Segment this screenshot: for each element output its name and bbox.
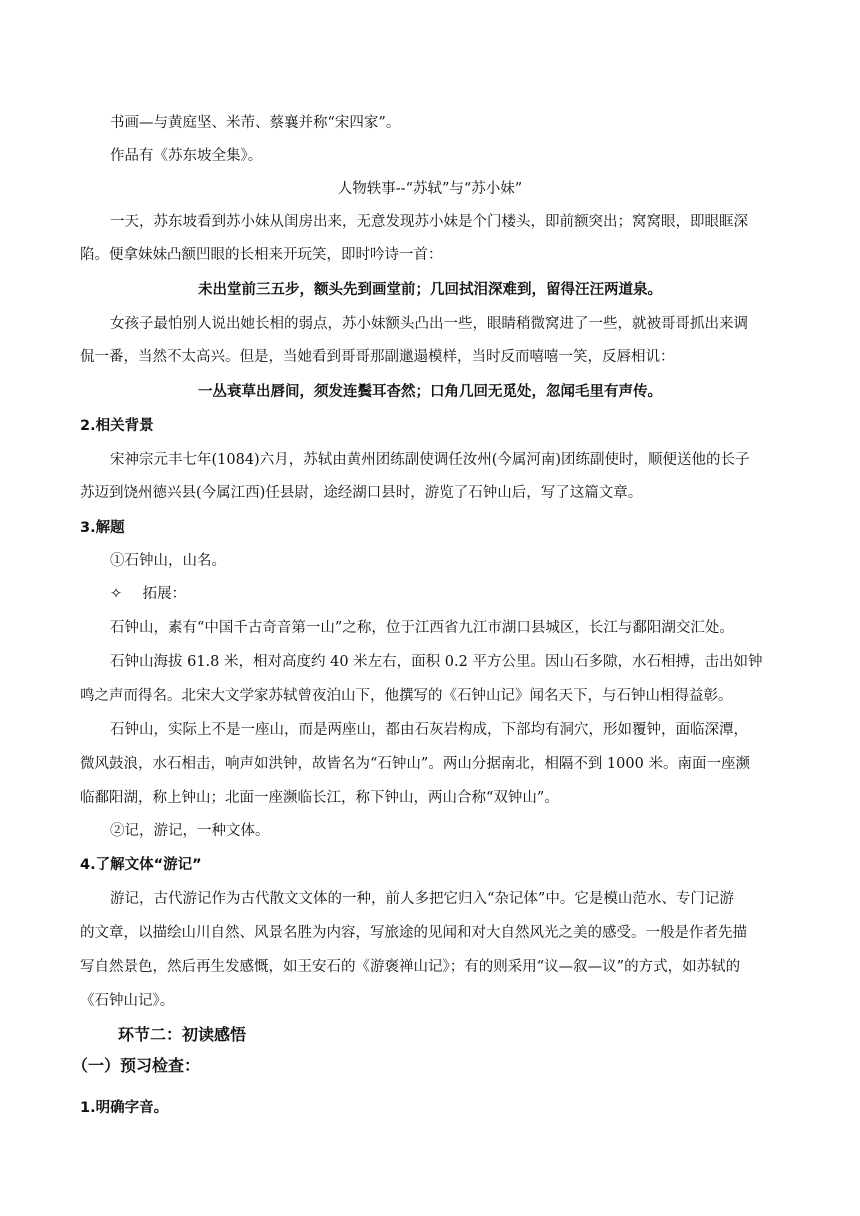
list-item: 1.明确字音。	[80, 1100, 169, 1116]
paragraph-line: 侃一番，当然不太高兴。但是，当她看到哥哥那副邋遢模样，当时反而嘻嘻一笑，反唇相讥：	[80, 349, 675, 365]
paragraph-line: 陷。便拿妹妹凸额凹眼的长相来开玩笑，即时吟诗一首：	[80, 247, 443, 263]
section-heading: 环节二：初读感悟	[118, 1025, 247, 1044]
paragraph-line: 的文章，以描绘山川自然、风景名胜为内容，写旅途的见闻和对大自然风光之美的感受。一般是作者先描	[80, 925, 747, 941]
paragraph-line: 宋神宗元丰七年(1084)六月，苏轼由黄州团练副使调任汝州(今属河南)团练副使时，顺便送他的长子	[110, 452, 750, 468]
section-heading: 3.解题	[80, 520, 125, 536]
paragraph-line: 石钟山，素有“中国千古奇音第一山”之称，位于江西省九江市湖口县城区，长江与鄱阳湖交汇处。	[110, 620, 734, 636]
diamond-icon: ✧	[110, 586, 123, 602]
extension-label	[110, 584, 186, 604]
paragraph-line: 女孩子最怕别人说出她长相的弱点，苏小妹额头凸出一些，眼睛稍微窝进了一些，就被哥哥抓出来调	[110, 316, 748, 332]
paragraph-line: 写自然景色，然后再生发感慨，如王安石的《游褒禅山记》；有的则采用“议—叙—议”的方式，如苏轼的	[80, 959, 741, 975]
poem-line: 未出堂前三五步，额头先到画堂前；几回拭泪深难到，留得汪汪两道泉。	[198, 281, 662, 298]
paragraph-line: 临鄱阳湖，称上钟山；北面一座濒临长江，称下钟山，两山合称“双钟山”。	[80, 790, 559, 806]
section-heading: 4.了解文体“游记”	[80, 857, 202, 873]
anecdote-title: 人物轶事--“苏轼”与“苏小妹”	[337, 181, 523, 197]
list-item: ①石钟山，山名。	[110, 553, 226, 569]
poem-line: 一丛衰草出唇间，须发连鬓耳杳然；口角几回无觅处，忽闻毛里有声传。	[198, 383, 662, 400]
paragraph-line: 苏迈到饶州德兴县(今属江西)任县尉，途经湖口县时，游览了石钟山后，写了这篇文章。	[80, 485, 643, 501]
paragraph-line: 游记，古代游记作为古代散文文体的一种，前人多把它归入“杂记体”中。它是模山范水、专门记游	[110, 891, 734, 907]
paragraph-line: 微风鼓浪，水石相击，响声如洪钟，故皆名为“石钟山”。两山分据南北，相隔不到 1000 米。南面一座濒	[80, 756, 750, 772]
paragraph-line: 鸣之声而得名。北宋大文学家苏轼曾夜泊山下，他撰写的《石钟山记》闻名天下，与石钟山相得益彰。	[80, 688, 733, 704]
paragraph-line: 石钟山，实际上不是一座山，而是两座山，都由石灰岩构成，下部均有洞穴，形如覆钟，面临深潭，	[110, 722, 748, 738]
extension-text: 拓展：	[142, 586, 187, 602]
section-heading: 2.相关背景	[80, 418, 154, 434]
paragraph-line: 一天，苏东坡看到苏小妹从闺房出来，无意发现苏小妹是个门楼头，即前额突出；窝窝眼，即眼眶深	[110, 214, 748, 230]
sub-heading: （一）预习检查：	[72, 1056, 201, 1075]
paragraph-line: 《石钟山记》。	[80, 993, 175, 1009]
paragraph-line: 书画—与黄庭坚、米芾、蔡襄并称“宋四家”。	[110, 115, 401, 131]
paragraph-line: 石钟山海拔 61.8 米，相对高度约 40 米左右，面积 0.2 平方公里。因山石多隙，水石相搏，击出如钟	[110, 654, 763, 670]
paragraph-line: 作品有《苏东坡全集》。	[110, 148, 263, 164]
list-item: ②记，游记，一种文体。	[110, 823, 270, 839]
